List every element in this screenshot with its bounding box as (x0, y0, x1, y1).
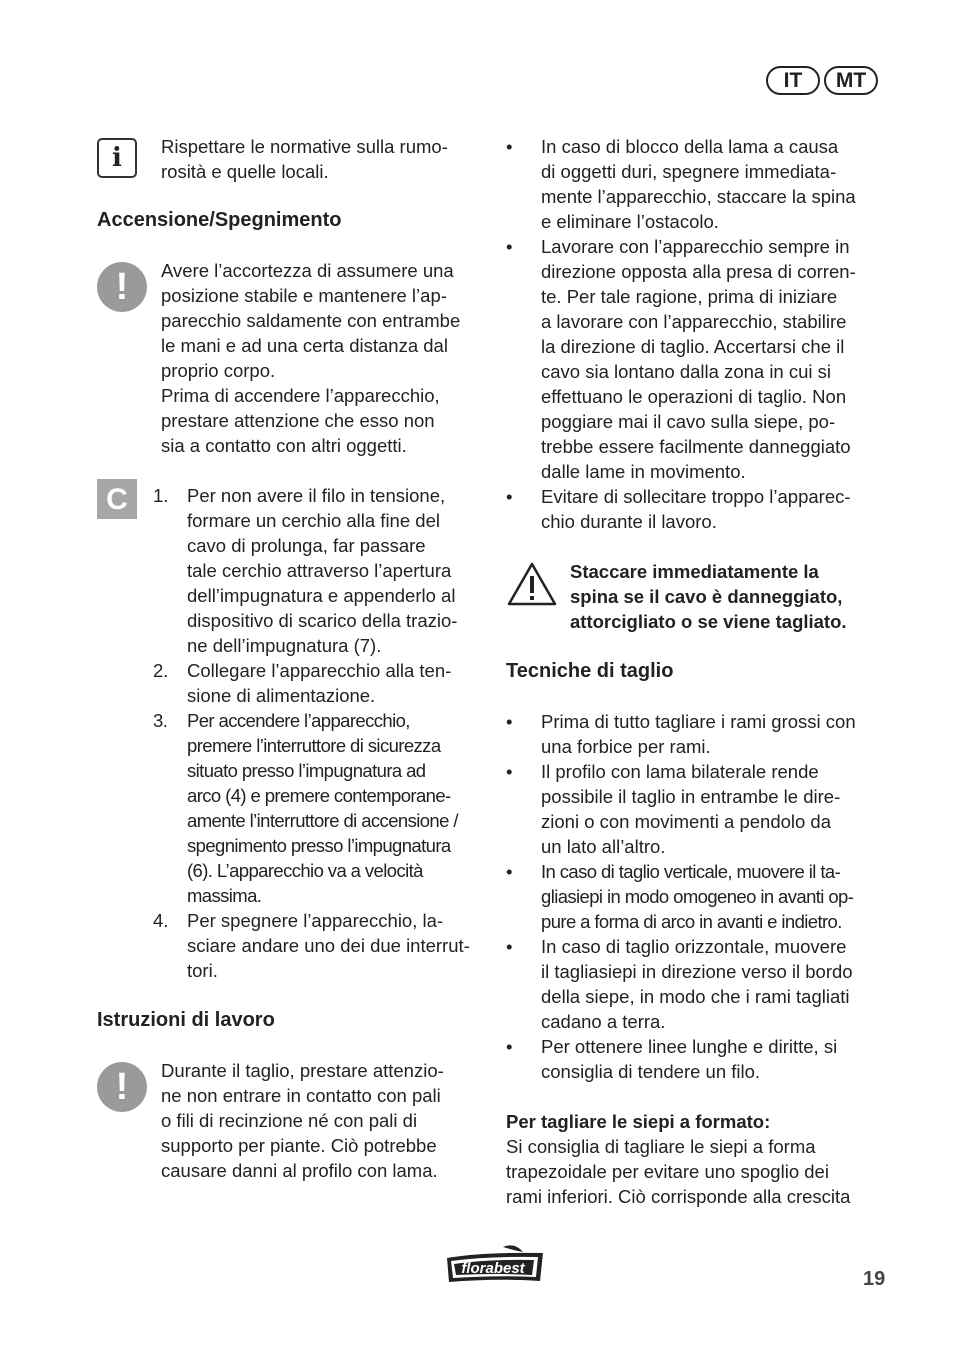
step-item (153, 708, 482, 908)
list-item: • Prima di tutto tagliare i rami grossi con una forbice per rami. (506, 709, 891, 759)
warning-1-text: Avere l’accortezza di assumere una posizione stabile e mantenere l’ap- parecchio saldamente con entrambe le mani e ad una certa distanza dal proprio corpo. Prima di accendere l’apparecchio, prestare attenzione che esso non sia a contatto con altri oggetti. (161, 260, 461, 456)
caution-note (506, 559, 891, 634)
heading-istruzioni: Istruzioni di lavoro (97, 1009, 275, 1031)
step-number: 1. (153, 485, 169, 506)
warning-note-1 (97, 258, 482, 458)
exclamation-icon: ! (97, 262, 147, 312)
caution-text: Staccare immediatamente la spina se il cavo è danneggiato, attorcigliato o se viene tagliato. (570, 561, 847, 632)
step-text: Per non avere il filo in tensione, formare un cerchio alla fine del cavo di prolunga, far passare tale cerchio attraverso l’apertura dell’impugnatura e appenderlo al dispositivo di scarico della trazio- ne dell’impugnatura (7). (187, 485, 458, 656)
list-item: • Per ottenere linee lunghe e diritte, si consiglia di tendere un filo. (506, 1034, 891, 1084)
list-item: • Lavorare con l’apparecchio sempre in direzione opposta alla presa di corren- te. Per tale ragione, prima di iniziare a lavorare con l’apparecchio, stabilire la direzione di taglio. Accertarsi che il cavo sia lontano dalla zona in cui si effettuano le operazioni di taglio. Non poggiare mai il cavo sulla siepe, po- trebbe essere facilmente danneggiato dalle lame in movimento. (506, 234, 891, 484)
info-note-text: Rispettare le normative sulla rumo- rosità e quelle locali. (161, 136, 448, 182)
list-item-text: In caso di taglio verticale, muovere il ta- gliasiepi in modo omogeneo in avanti op- pure a forma di arco in avanti e indietro. (541, 861, 854, 932)
list-item: • In caso di taglio orizzontale, muovere il tagliasiepi in direzione verso il bordo della siepe, in modo che i rami tagliati cadano a terra. (506, 934, 891, 1034)
bullet-list-2 (506, 709, 891, 1084)
warning-triangle-icon (506, 561, 558, 607)
steps-list (97, 483, 482, 983)
lang-badge-mt: MT (824, 66, 878, 95)
page-number: 19 (863, 1268, 886, 1290)
list-item: • Evitare di sollecitare troppo l’apparec- chio durante il lavoro. (506, 484, 891, 534)
right-column (506, 134, 891, 1209)
step-number: 2. (153, 660, 169, 681)
subheading-formato: Per tagliare le siepi a formato: (506, 1111, 771, 1132)
list-item-text: Lavorare con l’apparecchio sempre in direzione opposta alla presa di corren- te. Per tale ragione, prima di iniziare a lavorare con l’apparecchio, stabilire la direzione di taglio. Accertarsi che il cavo sia lontano dalla zona in cui si effettuano le operazioni di taglio. Non poggiare mai il cavo sulla siepe, po- trebbe essere facilmente danneggiato dalle lame in movimento. (541, 236, 856, 482)
info-note (97, 134, 482, 184)
bullet-list-1 (506, 134, 891, 534)
step-text: Per spegnere l’apparecchio, la- sciare andare uno dei due interrut- tori. (187, 910, 470, 981)
list-item: • In caso di taglio verticale, muovere il ta- gliasiepi in modo omogeneo in avanti op- pure a forma di arco in avanti e indietro. (506, 859, 891, 934)
list-item: • In caso di blocco della lama a causa di oggetti duri, spegnere immediata- mente l’apparecchio, staccare la spina e eliminare l’ostacolo. (506, 134, 891, 234)
list-item-text: In caso di blocco della lama a causa di oggetti duri, spegnere immediata- mente l’apparecchio, staccare la spina e eliminare l’ostacolo. (541, 136, 856, 232)
step-number: 4. (153, 910, 169, 931)
info-icon: i (97, 138, 137, 178)
step-text: Collegare l’apparecchio alla ten- sione di alimentazione. (187, 660, 452, 706)
exclamation-icon: ! (97, 1062, 147, 1112)
step-item (153, 483, 482, 658)
list-item-text: Prima di tutto tagliare i rami grossi con una forbice per rami. (541, 711, 856, 757)
lang-badge-it: IT (766, 66, 820, 95)
left-column (97, 134, 482, 1183)
brand-name: florabest (461, 1260, 525, 1277)
language-badges (766, 66, 878, 95)
heading-tecniche: Tecniche di taglio (506, 660, 674, 682)
warning-note-2 (97, 1058, 482, 1183)
formato-text: Si consiglia di tagliare le siepi a forma trapezoidale per evitare uno spoglio dei rami inferiori. Ciò corrisponde alla crescita (506, 1136, 851, 1207)
list-item: • Il profilo con lama bilaterale rende possibile il taglio in entrambe le dire- zioni o con movimenti a pendolo da un lato all’altro. (506, 759, 891, 859)
list-item-text: In caso di taglio orizzontale, muovere il tagliasiepi in direzione verso il bordo della siepe, in modo che i rami tagliati cadano a terra. (541, 936, 853, 1032)
step-text: Per accendere l’apparecchio, premere l’interruttore di sicurezza situato presso l’impugnatura ad arco (4) e premere contemporane- amente l’interruttore di accensione / spegnimento presso l’impugnatura (6). L’apparecchio va a velocità massima. (187, 710, 458, 906)
warning-2-text: Durante il taglio, prestare attenzio- ne non entrare in contatto con pali o fili di recinzione né con pali di supporto per piante. Ciò potrebbe causare danni al profilo con lama. (161, 1060, 444, 1181)
step-item (153, 658, 482, 708)
c-step-icon: C (97, 479, 137, 519)
list-item-text: Il profilo con lama bilaterale rende possibile il taglio in entrambe le dire- zioni o con movimenti a pendolo da un lato all’altro. (541, 761, 841, 857)
list-item-text: Per ottenere linee lunghe e diritte, si consiglia di tendere un filo. (541, 1036, 838, 1082)
step-item (153, 908, 482, 983)
list-item-text: Evitare di sollecitare troppo l’apparec- chio durante il lavoro. (541, 486, 851, 532)
step-number: 3. (153, 710, 168, 731)
heading-accensione: Accensione/Spegnimento (97, 209, 342, 231)
florabest-logo (443, 1244, 547, 1286)
